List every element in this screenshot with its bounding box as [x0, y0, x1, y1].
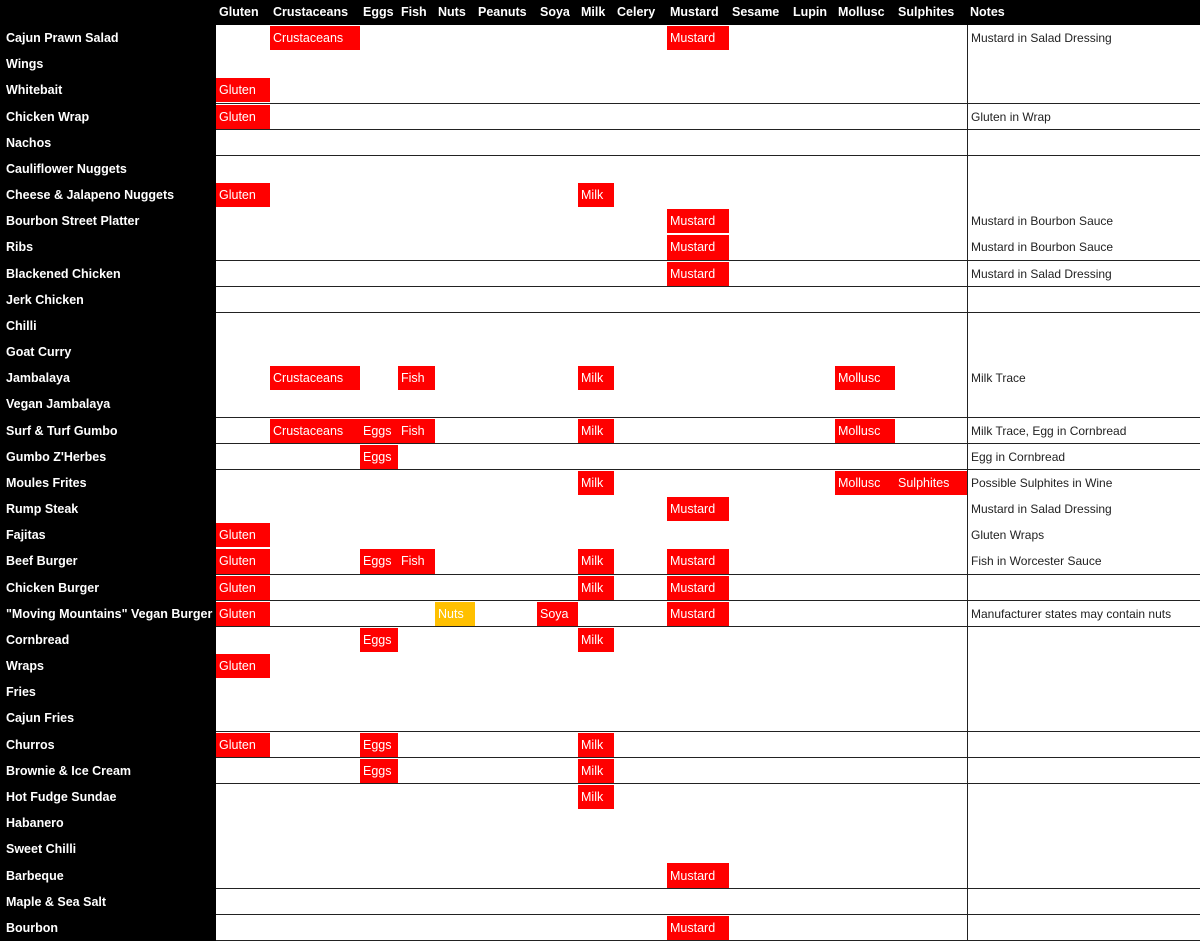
dish-name: Nachos	[6, 135, 52, 150]
dish-name: "Moving Mountains" Vegan Burger	[6, 606, 213, 621]
allergen-tag-eggs: Eggs	[360, 733, 398, 757]
allergen-tag-mollusc: Mollusc	[835, 366, 895, 390]
notes-cell	[967, 313, 1200, 339]
allergen-cells	[216, 261, 967, 287]
header-crustaceans: Crustaceans	[273, 5, 349, 19]
allergen-tag-crustaceans: Crustaceans	[270, 419, 360, 443]
dish-name: Bourbon Street Platter	[6, 214, 140, 229]
dish-name: Goat Curry	[6, 345, 72, 360]
notes-cell	[967, 287, 1200, 313]
allergen-tag-mustard: Mustard	[667, 863, 729, 887]
dish-name: Jambalaya	[6, 371, 70, 386]
header-gluten: Gluten	[219, 5, 259, 19]
allergen-cells	[216, 104, 967, 130]
allergen-tag-soya: Soya	[537, 602, 578, 626]
dish-name: Cajun Prawn Salad	[6, 31, 119, 46]
allergen-cells	[216, 679, 967, 705]
allergen-cells	[216, 653, 967, 679]
allergen-tag-gluten: Gluten	[216, 523, 270, 547]
allergen-tag-milk: Milk	[578, 733, 614, 757]
allergen-tag-sulphites: Sulphites	[895, 471, 967, 495]
notes-cell	[967, 182, 1200, 208]
allergen-tag-fish: Fish	[398, 366, 435, 390]
notes-cell: Gluten Wraps	[967, 522, 1200, 548]
allergen-tag-milk: Milk	[578, 576, 614, 600]
allergen-cells	[216, 51, 967, 77]
allergen-cells	[216, 836, 967, 862]
dish-name: Vegan Jambalaya	[6, 397, 111, 412]
dish-name: Moules Frites	[6, 475, 87, 490]
allergen-cells	[216, 287, 967, 313]
notes-cell: Fish in Worcester Sauce	[967, 548, 1200, 574]
allergen-tag-mollusc: Mollusc	[835, 471, 895, 495]
dish-name: Chilli	[6, 318, 37, 333]
notes-cell: Mustard in Salad Dressing	[967, 261, 1200, 287]
notes-cell	[967, 339, 1200, 365]
allergen-tag-gluten: Gluten	[216, 654, 270, 678]
dish-name: Bourbon	[6, 920, 59, 935]
header-nuts: Nuts	[438, 5, 466, 19]
notes-cell	[967, 51, 1200, 77]
notes-cell: Manufacturer states may contain nuts	[967, 601, 1200, 627]
notes-cell	[967, 732, 1200, 758]
notes-cell	[967, 653, 1200, 679]
header-fish: Fish	[401, 5, 427, 19]
notes-cell: Egg in Cornbread	[967, 444, 1200, 470]
dish-name: Cheese & Jalapeno Nuggets	[6, 188, 175, 203]
notes-cell	[967, 836, 1200, 862]
allergen-tag-mustard: Mustard	[667, 602, 729, 626]
allergen-cells	[216, 234, 967, 260]
allergen-tag-eggs: Eggs	[360, 445, 398, 469]
allergen-tag-mustard: Mustard	[667, 26, 729, 50]
allergen-cells	[216, 339, 967, 365]
header-sulphites: Sulphites	[898, 5, 955, 19]
allergen-cells	[216, 862, 967, 888]
allergen-tag-crustaceans: Crustaceans	[270, 366, 360, 390]
notes-cell	[967, 862, 1200, 888]
notes-cell: Milk Trace, Egg in Cornbread	[967, 418, 1200, 444]
allergen-tag-milk: Milk	[578, 785, 614, 809]
header-celery: Celery	[617, 5, 656, 19]
dish-name: Chicken Wrap	[6, 109, 90, 124]
dish-name: Cauliflower Nuggets	[6, 161, 127, 176]
allergen-tag-mustard: Mustard	[667, 497, 729, 521]
allergen-tag-gluten: Gluten	[216, 183, 270, 207]
dish-name: Wings	[6, 57, 44, 72]
allergen-cells	[216, 77, 967, 103]
notes-cell	[967, 915, 1200, 941]
allergen-cells	[216, 810, 967, 836]
allergen-tag-gluten: Gluten	[216, 733, 270, 757]
allergen-tag-gluten: Gluten	[216, 602, 270, 626]
dish-name: Surf & Turf Gumbo	[6, 423, 118, 438]
notes-cell: Possible Sulphites in Wine	[967, 470, 1200, 496]
notes-cell: Mustard in Salad Dressing	[967, 25, 1200, 51]
allergen-tag-gluten: Gluten	[216, 549, 270, 573]
allergen-cells	[216, 444, 967, 470]
dish-name: Fajitas	[6, 528, 46, 543]
allergen-tag-eggs: Eggs	[360, 549, 398, 573]
dish-name: Sweet Chilli	[6, 842, 77, 857]
dish-name: Wraps	[6, 659, 44, 674]
allergen-tag-milk: Milk	[578, 419, 614, 443]
allergen-tag-milk: Milk	[578, 549, 614, 573]
allergen-tag-fish: Fish	[398, 549, 435, 573]
notes-cell	[967, 784, 1200, 810]
allergen-tag-milk: Milk	[578, 183, 614, 207]
header-milk: Milk	[581, 5, 606, 19]
dish-name: Rump Steak	[6, 502, 79, 517]
dish-name: Habanero	[6, 816, 64, 831]
allergen-tag-milk: Milk	[578, 366, 614, 390]
notes-cell	[967, 391, 1200, 417]
allergen-tag-mustard: Mustard	[667, 209, 729, 233]
allergen-tag-gluten: Gluten	[216, 78, 270, 102]
dish-name: Ribs	[6, 240, 34, 255]
allergen-cells	[216, 496, 967, 522]
allergen-tag-nuts: Nuts	[435, 602, 475, 626]
allergen-tag-mustard: Mustard	[667, 262, 729, 286]
header-mollusc: Mollusc	[838, 5, 885, 19]
dish-name: Gumbo Z'Herbes	[6, 449, 107, 464]
notes-cell	[967, 575, 1200, 601]
dish-name: Hot Fudge Sundae	[6, 790, 117, 804]
allergen-cells	[216, 915, 967, 941]
header-peanuts: Peanuts	[478, 5, 527, 19]
dish-name: Barbeque	[6, 868, 64, 883]
header-notes: Notes	[970, 5, 1005, 19]
notes-cell: Gluten in Wrap	[967, 104, 1200, 130]
notes-cell	[967, 679, 1200, 705]
notes-cell	[967, 156, 1200, 182]
dish-name: Cajun Fries	[6, 711, 75, 726]
allergen-tag-milk: Milk	[578, 628, 614, 652]
notes-cell	[967, 77, 1200, 103]
notes-cell	[967, 705, 1200, 731]
allergen-tag-eggs: Eggs	[360, 419, 398, 443]
allergen-tag-fish: Fish	[398, 419, 435, 443]
allergen-cells	[216, 889, 967, 915]
dish-name: Fries	[6, 685, 36, 700]
allergen-tag-eggs: Eggs	[360, 628, 398, 652]
allergen-cells	[216, 313, 967, 339]
notes-cell	[967, 810, 1200, 836]
dish-name: Brownie & Ice Cream	[6, 763, 132, 778]
allergen-tag-gluten: Gluten	[216, 576, 270, 600]
allergen-tag-mollusc: Mollusc	[835, 419, 895, 443]
dish-name: Cornbread	[6, 632, 70, 647]
notes-cell: Mustard in Bourbon Sauce	[967, 234, 1200, 260]
allergen-cells	[216, 522, 967, 548]
header-lupin: Lupin	[793, 5, 828, 19]
notes-cell: Mustard in Bourbon Sauce	[967, 208, 1200, 234]
allergen-cells	[216, 601, 967, 627]
header-eggs: Eggs	[363, 5, 394, 19]
allergen-tag-gluten: Gluten	[216, 105, 270, 129]
allergen-tag-mustard: Mustard	[667, 916, 729, 940]
dish-name: Jerk Chicken	[6, 292, 84, 307]
header-soya: Soya	[540, 5, 570, 19]
allergen-tag-mustard: Mustard	[667, 576, 729, 600]
allergen-cells	[216, 208, 967, 234]
allergen-cells	[216, 705, 967, 731]
dish-name: Maple & Sea Salt	[6, 894, 107, 909]
allergen-tag-crustaceans: Crustaceans	[270, 26, 360, 50]
allergen-tag-mustard: Mustard	[667, 235, 729, 259]
allergen-tag-milk: Milk	[578, 471, 614, 495]
dish-name: Whitebait	[6, 83, 63, 98]
allergen-cells	[216, 130, 967, 156]
notes-cell	[967, 130, 1200, 156]
allergen-tag-milk: Milk	[578, 759, 614, 783]
notes-cell: Milk Trace	[967, 365, 1200, 391]
notes-cell	[967, 758, 1200, 784]
dish-name: Churros	[6, 737, 55, 752]
allergen-cells	[216, 156, 967, 182]
header-mustard: Mustard	[670, 5, 719, 19]
header-sesame: Sesame	[732, 5, 780, 19]
allergen-tag-mustard: Mustard	[667, 549, 729, 573]
notes-cell	[967, 889, 1200, 915]
allergen-tag-eggs: Eggs	[360, 759, 398, 783]
notes-cell	[967, 627, 1200, 653]
dish-name: Blackened Chicken	[6, 266, 121, 281]
dish-name: Chicken Burger	[6, 580, 100, 595]
dish-name: Beef Burger	[6, 554, 78, 569]
notes-cell: Mustard in Salad Dressing	[967, 496, 1200, 522]
allergen-cells	[216, 391, 967, 417]
